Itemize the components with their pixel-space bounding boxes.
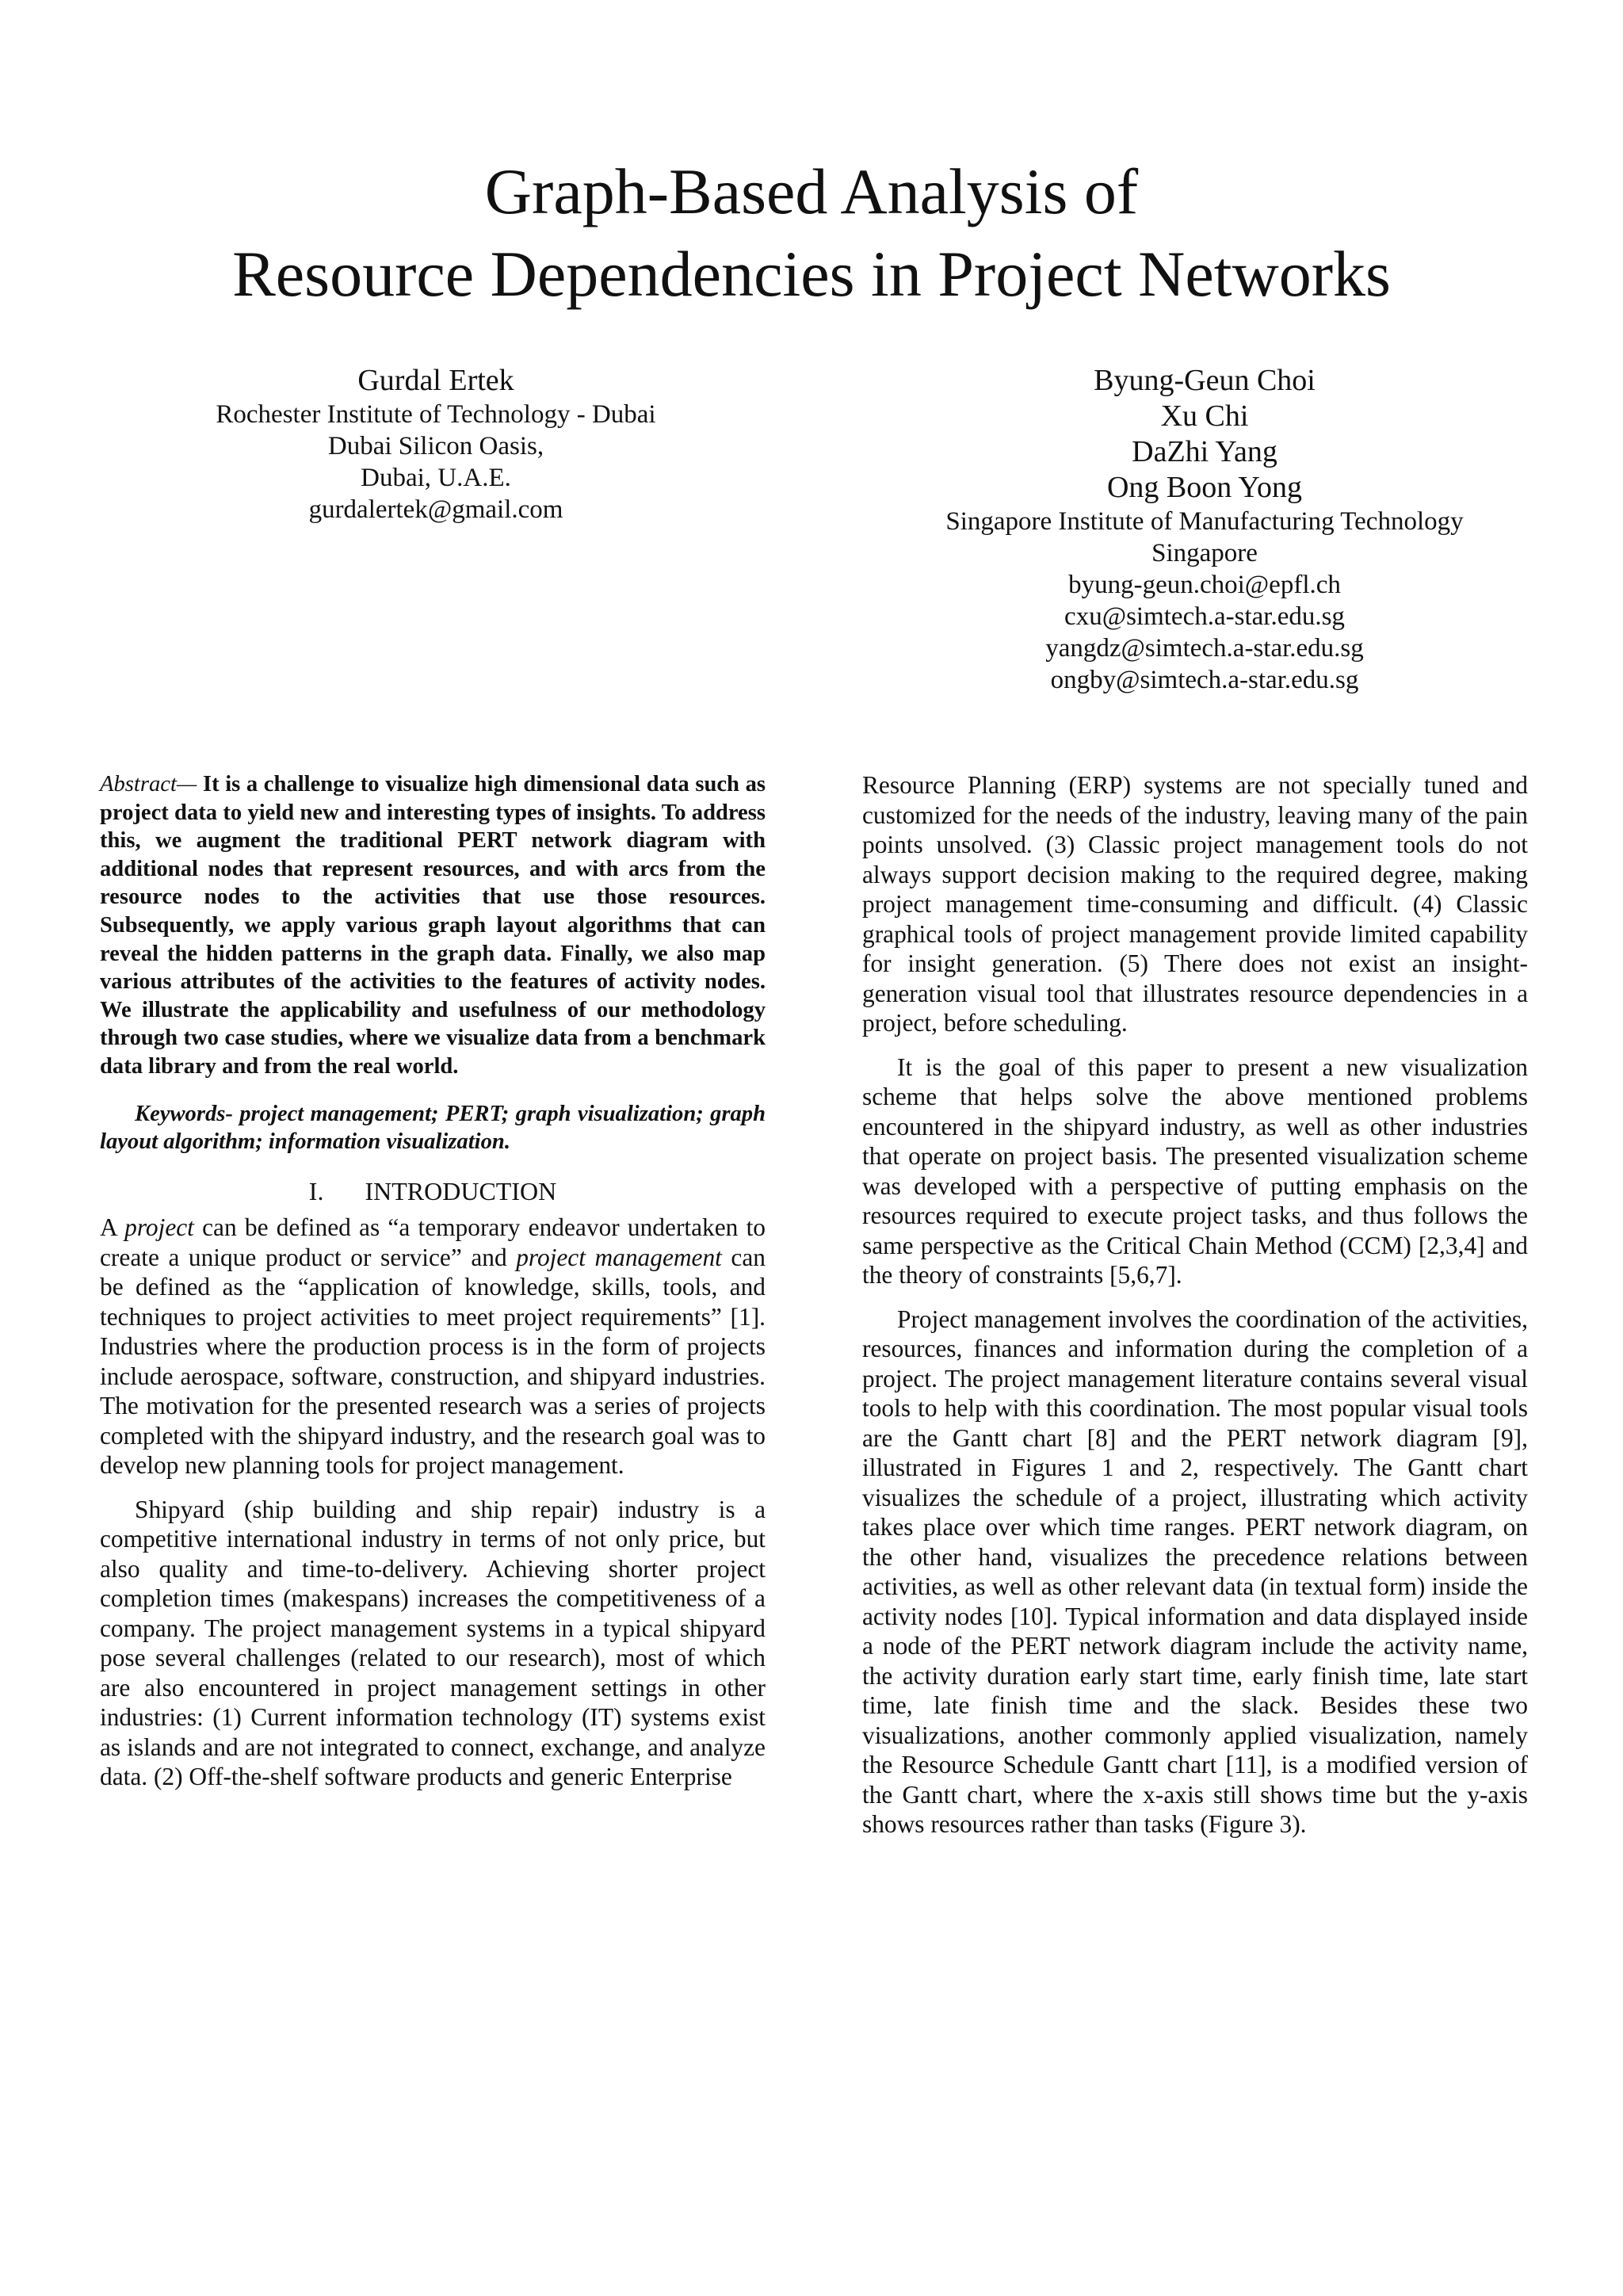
author-name: DaZhi Yang <box>1132 435 1277 468</box>
emphasis: project <box>124 1213 194 1242</box>
affiliation-line: Dubai, U.A.E. <box>361 464 511 492</box>
paragraph: It is the goal of this paper to present a new visualization scheme that helps solve the above mentioned problems encountered in the shipyard industry, as well as other industries that operate on project basis. The presented visualization scheme was developed with a perspective of putting emphasis on the resources required to execute project tasks, and thus follows the same perspective as the Critical Chain Method (CCM) [2,3,4] and the theory of constraints [5,6,7]. <box>862 1052 1528 1289</box>
affiliation-line: Dubai Silicon Oasis, <box>327 432 544 460</box>
paragraph: Project management involves the coordination of the activities, resources, finances and information during the completion of a project. The project management literature contains several visual tools to help with this coordination. The most popular visual tools are the Gantt chart [8] and the PERT network diagram [9], illustrated in Figures 1 and 2, respectively. The Gantt chart visualizes the schedule of a project, illustrating which activity takes place over which time ranges. PERT network diagram, on the other hand, visualizes the precedence relations between activities, as well as other relevant data (in textual form) inside the activity nodes [10]. Typical information and data displayed inside a node of the PERT network diagram include the activity name, the activity duration early start time, early finish time, late start time, late finish time and the slack. Besides these two visualizations, another commonly applied visualization, namely the Resource Schedule Gantt chart [11], is a modified version of the Gantt chart, where the x-axis still shows time but the y-axis shows resources rather than tasks (Figure 3). <box>862 1305 1528 1838</box>
author-name: Byung-Geun Choi <box>1094 364 1316 397</box>
affiliation-line: Rochester Institute of Technology - Dubai <box>216 400 656 429</box>
abstract-text: It is a challenge to visualize high dimensional data such as project data to yield new and interesting types of insights. To address this, we augment the traditional PERT network diagram with additional nodes that represent resources, and with arcs from the resource nodes to the activities that use those resources. Subsequently, we apply various graph layout algorithms that can reveal the hidden patterns in the graph data. Finally, we also map various attributes of the activities to the features of activity nodes. We illustrate the applicability and usefulness of our methodology through two case studies, where we visualize data from a benchmark data library and from the real world. <box>100 772 766 1079</box>
author-block-right <box>880 363 1529 696</box>
paragraph: Shipyard (ship building and ship repair) industry is a competitive international industry in terms of not only price, but also quality and time-to-delivery. Achieving shorter project completion times (makespans) increases the competitiveness of a company. The project management systems in a typical shipyard pose several challenges (related to our research), most of which are also encountered in project management settings in other industries: (1) Current information technology (IT) systems exist as islands and are not integrated to connect, exchange, and analyze data. (2) Off-the-shelf software products and generic Enterprise <box>100 1495 766 1791</box>
keywords: Keywords- project management; PERT; graph visualization; graph layout algorithm; information visualization. <box>100 1101 766 1155</box>
title-line-2: Resource Dependencies in Project Networks <box>232 238 1391 310</box>
affiliation-line: Singapore <box>1151 539 1258 567</box>
text-run: can be defined as the “application of knowledge, skills, tools, and techniques to project activities to meet project requirements” [1]. Industries where the production process is in the form of projects include aerospace, software, construction, and shipyard industries. The motivation for the presented research was a series of projects completed with the shipyard industry, and the research goal was to develop new planning tools for project management. <box>100 1243 766 1480</box>
author-block-left <box>151 363 721 525</box>
author-email: yangdz@simtech.a-star.edu.sg <box>1045 634 1364 663</box>
abstract-lead: Abstract— <box>100 772 197 797</box>
author-name: Xu Chi <box>1160 399 1249 433</box>
text-run: A <box>100 1213 125 1242</box>
author-name: Gurdal Ertek <box>357 364 514 397</box>
abstract <box>100 770 766 1081</box>
emphasis: project management <box>516 1243 722 1271</box>
text-run: can be defined as “a temporary endeavor undertaken to create a unique product or service” and <box>100 1213 766 1271</box>
section-title: INTRODUCTION <box>365 1176 557 1205</box>
section-number: I. <box>308 1176 324 1205</box>
right-column <box>862 770 1528 1854</box>
author-email: gurdalertek@gmail.com <box>308 495 563 524</box>
author-name: Ong Boon Yong <box>1106 471 1303 504</box>
author-email: cxu@simtech.a-star.edu.sg <box>1064 602 1345 631</box>
section-heading <box>100 1177 766 1207</box>
author-email: ongby@simtech.a-star.edu.sg <box>1050 666 1359 694</box>
author-email: byung-geun.choi@epfl.ch <box>1068 571 1341 599</box>
paragraph: Resource Planning (ERP) systems are not specially tuned and customized for the needs of the industry, leaving many of the pain points unsolved. (3) Classic project management tools do not always support decision making to the required degree, making project management time-consuming and difficult. (4) Classic graphical tools of project management provide limited capability for insight generation. (5) There does not exist an insight-generation visual tool that illustrates resource dependencies in a project, before scheduling. <box>862 771 1528 1037</box>
title-line-1: Graph-Based Analysis of <box>484 155 1139 227</box>
affiliation-line: Singapore Institute of Manufacturing Technology <box>945 507 1464 536</box>
left-column <box>100 770 766 1806</box>
paper-title <box>0 151 1623 315</box>
paragraph <box>100 1213 766 1480</box>
